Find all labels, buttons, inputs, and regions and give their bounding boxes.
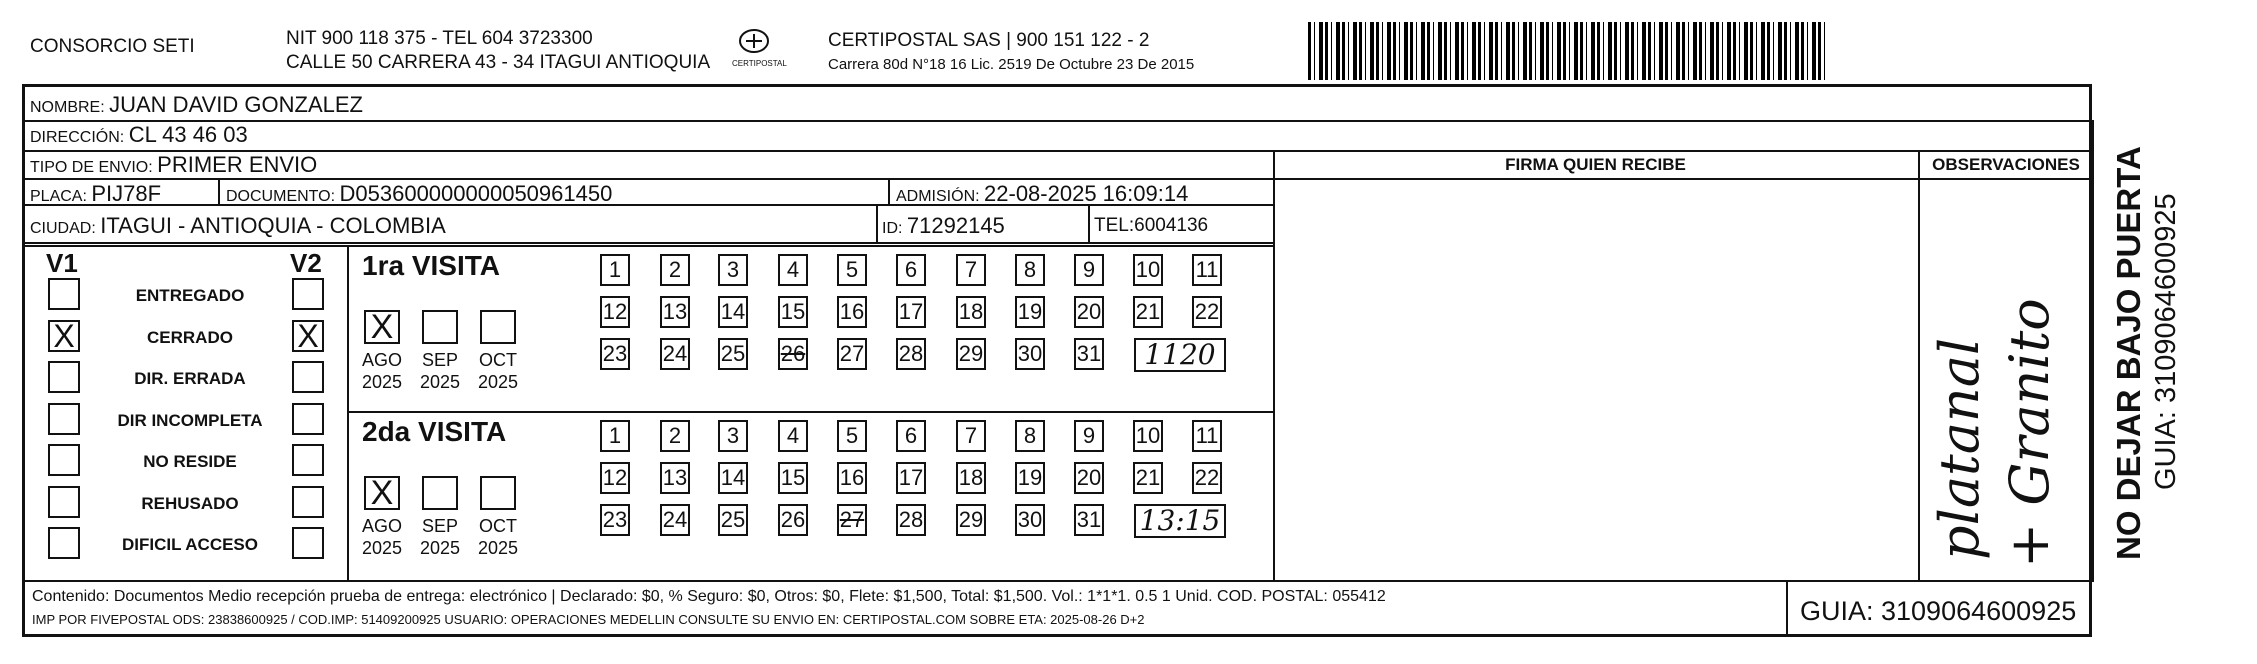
day-box[interactable]: 25 xyxy=(718,338,748,370)
status-label: DIFICIL ACCESO xyxy=(121,535,258,554)
day-box-marked[interactable]: 27 xyxy=(837,504,867,536)
day-box[interactable]: 7 xyxy=(956,420,986,452)
month-label: OCT xyxy=(479,350,517,370)
direccion-value: CL 43 46 03 xyxy=(128,122,248,147)
logo-text: CERTIPOSTAL xyxy=(732,59,787,68)
nit-line: NIT 900 118 375 - TEL 604 3723300 xyxy=(286,28,593,49)
month-checkbox[interactable]: X xyxy=(364,310,400,344)
month-label: AGO xyxy=(361,516,402,536)
day-box[interactable]: 20 xyxy=(1074,462,1104,494)
v1-checkbox[interactable] xyxy=(48,403,80,435)
ciudad-row xyxy=(30,213,446,239)
v1-checkbox[interactable] xyxy=(48,361,80,393)
day-box[interactable]: 28 xyxy=(896,338,926,370)
direccion-row xyxy=(30,122,248,148)
visit-time-box[interactable]: 1120 xyxy=(1134,338,1226,372)
day-box[interactable]: 25 xyxy=(718,504,748,536)
id-value: 71292145 xyxy=(906,213,1005,238)
day-box[interactable]: 10 xyxy=(1133,254,1163,286)
footer-contenido: Contenido: Documentos Medio recepción prueba de entrega: electrónico | Declarado: $0, % Seguro: $0, Otros: $0, Flete: $1,500, Total: $1,500. Vol.: 1*1*1. 0.5 1 Unid. COD. POSTAL: 055412 xyxy=(32,588,1386,605)
col-divider xyxy=(2092,120,2094,582)
day-box[interactable]: 3 xyxy=(718,420,748,452)
day-box[interactable]: 2 xyxy=(660,254,690,286)
status-label: CERRADO xyxy=(147,327,233,347)
col-divider xyxy=(1088,206,1090,242)
tel-row xyxy=(1094,215,1208,237)
address-line: CALLE 50 CARRERA 43 - 34 ITAGUI ANTIOQUIA xyxy=(286,52,711,73)
day-box[interactable]: 21 xyxy=(1133,462,1163,494)
visit-title: 1ra VISITA xyxy=(362,250,500,281)
day-box[interactable]: 31 xyxy=(1074,338,1104,370)
day-box[interactable]: 4 xyxy=(778,420,808,452)
month-checkbox[interactable] xyxy=(480,476,516,510)
tipo-value: PRIMER ENVIO xyxy=(157,152,318,177)
day-box[interactable]: 3 xyxy=(718,254,748,286)
day-box[interactable]: 16 xyxy=(837,462,867,494)
observaciones-header: OBSERVACIONES xyxy=(1932,155,2080,174)
day-box[interactable]: 28 xyxy=(896,504,926,536)
day-box[interactable]: 21 xyxy=(1133,296,1163,328)
status-label: ENTREGADO xyxy=(135,286,245,305)
barcode xyxy=(1308,22,1828,80)
day-box[interactable]: 14 xyxy=(718,296,748,328)
day-box[interactable]: 29 xyxy=(956,504,986,536)
certipostal-logo xyxy=(732,28,787,72)
firma-header: FIRMA QUIEN RECIBE xyxy=(1505,155,1686,174)
day-box[interactable]: 12 xyxy=(600,462,630,494)
v2-header: V2 xyxy=(290,248,322,278)
visit-divider xyxy=(347,411,1273,413)
row-divider xyxy=(24,580,2092,582)
day-box[interactable]: 13 xyxy=(660,462,690,494)
visit-time-box[interactable]: 13:15 xyxy=(1134,504,1226,538)
v1-checkbox[interactable] xyxy=(48,444,80,476)
day-box[interactable]: 24 xyxy=(660,338,690,370)
month-label: AGO xyxy=(361,350,402,370)
v1-checkbox[interactable] xyxy=(48,486,80,518)
placa-label: PLACA: xyxy=(30,188,87,205)
admision-row xyxy=(896,181,1188,207)
nombre-label: NOMBRE: xyxy=(30,99,105,116)
day-box[interactable]: 8 xyxy=(1015,254,1045,286)
documento-row xyxy=(226,181,612,207)
day-box[interactable]: 6 xyxy=(896,254,926,286)
day-box[interactable]: 26 xyxy=(778,504,808,536)
day-box[interactable]: 22 xyxy=(1192,296,1222,328)
day-box[interactable]: 18 xyxy=(956,296,986,328)
v1-header: V1 xyxy=(46,248,78,278)
year-label: 2025 xyxy=(477,538,519,558)
footer-guia: GUIA: 3109064600925 xyxy=(1800,596,2077,626)
ciudad-value: ITAGUI - ANTIOQUIA - COLOMBIA xyxy=(100,213,446,238)
day-box[interactable]: 1 xyxy=(600,254,630,286)
day-box[interactable]: 9 xyxy=(1074,420,1104,452)
id-label: ID: xyxy=(882,220,903,237)
day-box[interactable]: 15 xyxy=(778,296,808,328)
logo-icon xyxy=(737,28,771,54)
day-box[interactable]: 6 xyxy=(896,420,926,452)
day-box[interactable]: 24 xyxy=(660,504,690,536)
day-box[interactable]: 27 xyxy=(837,338,867,370)
col-divider xyxy=(876,206,878,242)
year-label: 2025 xyxy=(361,538,403,558)
v2-checkbox[interactable]: X xyxy=(292,320,324,352)
row-divider xyxy=(24,245,1274,247)
day-box[interactable]: 11 xyxy=(1192,420,1222,452)
admision-label: ADMISIÓN: xyxy=(896,188,980,205)
day-box[interactable]: 30 xyxy=(1015,338,1045,370)
day-box[interactable]: 23 xyxy=(600,338,630,370)
day-box[interactable]: 17 xyxy=(896,296,926,328)
day-box[interactable]: 1 xyxy=(600,420,630,452)
placa-value: PIJ78F xyxy=(91,181,162,206)
observation-line-2: + Granito xyxy=(1998,298,2061,568)
status-label: DIR INCOMPLETA xyxy=(117,410,263,430)
cert-line1: CERTIPOSTAL SAS | 900 151 122 - 2 xyxy=(828,30,1150,51)
day-box[interactable]: 12 xyxy=(600,296,630,328)
status-label: NO RESIDE xyxy=(143,452,237,471)
col-divider xyxy=(1786,580,1788,636)
day-box[interactable]: 18 xyxy=(956,462,986,494)
tipo-label: TIPO DE ENVIO: xyxy=(30,159,153,176)
v2-checkbox[interactable] xyxy=(292,361,324,393)
admision-value: 22-08-2025 16:09:14 xyxy=(984,181,1189,206)
day-box[interactable]: 11 xyxy=(1192,254,1222,286)
month-label: SEP xyxy=(421,516,459,536)
day-box[interactable]: 31 xyxy=(1074,504,1104,536)
company-name: CONSORCIO SETI xyxy=(30,36,195,57)
month-checkbox[interactable] xyxy=(422,476,458,510)
tipo-row xyxy=(30,152,317,178)
col-divider xyxy=(1273,150,1275,580)
ciudad-label: CIUDAD: xyxy=(30,220,96,237)
cert-line2: Carrera 80d N°18 16 Lic. 2519 De Octubre 23 De 2015 xyxy=(828,56,1195,73)
day-box[interactable]: 10 xyxy=(1133,420,1163,452)
direccion-label: DIRECCIÓN: xyxy=(30,129,125,146)
placa-row xyxy=(30,181,161,207)
visit-title: 2da VISITA xyxy=(362,416,507,447)
day-box[interactable]: 23 xyxy=(600,504,630,536)
day-box[interactable]: 13 xyxy=(660,296,690,328)
v2-checkbox[interactable] xyxy=(292,527,324,559)
month-checkbox[interactable] xyxy=(480,310,516,344)
day-box[interactable]: 9 xyxy=(1074,254,1104,286)
v1-checkbox[interactable] xyxy=(48,527,80,559)
observation-line-1: platanal xyxy=(1928,337,1991,560)
v2-checkbox[interactable] xyxy=(292,486,324,518)
day-box[interactable]: 5 xyxy=(837,420,867,452)
day-box[interactable]: 17 xyxy=(896,462,926,494)
documento-value: D053600000000050961450 xyxy=(339,181,613,206)
footer-imp: IMP POR FIVEPOSTAL ODS: 23838600925 / COD.IMP: 51409200925 USUARIO: OPERACIONES MEDELLIN CONSULTE SU ENVIO EN: CERTIPOSTAL.COM SOBRE ETA: 2025-08-26 D+2 xyxy=(32,612,1145,627)
month-label: SEP xyxy=(421,350,459,370)
day-box[interactable]: 19 xyxy=(1015,462,1045,494)
nombre-value: JUAN DAVID GONZALEZ xyxy=(109,92,363,117)
month-checkbox[interactable] xyxy=(422,310,458,344)
row-divider xyxy=(24,120,2092,122)
month-checkbox[interactable]: X xyxy=(364,476,400,510)
year-label: 2025 xyxy=(361,372,403,392)
v1-checkbox[interactable] xyxy=(48,278,80,310)
nombre-row xyxy=(30,92,363,118)
day-box[interactable]: 29 xyxy=(956,338,986,370)
year-label: 2025 xyxy=(477,372,519,392)
day-box[interactable]: 16 xyxy=(837,296,867,328)
side-guia-label: GUIA: 3109064600925 xyxy=(2150,193,2182,490)
col-divider xyxy=(1918,150,1920,580)
day-box[interactable]: 8 xyxy=(1015,420,1045,452)
v2-checkbox[interactable] xyxy=(292,403,324,435)
day-box[interactable]: 7 xyxy=(956,254,986,286)
status-label: DIR. ERRADA xyxy=(134,369,246,388)
no-dejar-label: NO DEJAR BAJO PUERTA xyxy=(2110,146,2147,560)
day-box[interactable]: 2 xyxy=(660,420,690,452)
v2-checkbox[interactable] xyxy=(292,278,324,310)
day-box[interactable]: 14 xyxy=(718,462,748,494)
tel-value: 6004136 xyxy=(1134,215,1209,236)
v2-checkbox[interactable] xyxy=(292,444,324,476)
year-label: 2025 xyxy=(419,538,461,558)
col-divider xyxy=(888,178,890,204)
row-divider xyxy=(24,150,2092,152)
documento-label: DOCUMENTO: xyxy=(226,188,336,205)
status-label: REHUSADO xyxy=(141,493,239,513)
month-label: OCT xyxy=(479,516,517,536)
day-box[interactable]: 22 xyxy=(1192,462,1222,494)
row-divider xyxy=(24,242,1274,244)
day-box-marked[interactable]: 26 xyxy=(778,338,808,370)
col-divider xyxy=(218,178,220,204)
day-box[interactable]: 30 xyxy=(1015,504,1045,536)
year-label: 2025 xyxy=(419,372,461,392)
day-box[interactable]: 20 xyxy=(1074,296,1104,328)
day-box[interactable]: 4 xyxy=(778,254,808,286)
day-box[interactable]: 5 xyxy=(837,254,867,286)
tel-label: TEL: xyxy=(1094,215,1135,236)
header-underline xyxy=(1273,178,2093,180)
v1-checkbox[interactable]: X xyxy=(48,320,80,352)
id-row xyxy=(882,213,1005,239)
day-box[interactable]: 19 xyxy=(1015,296,1045,328)
day-box[interactable]: 15 xyxy=(778,462,808,494)
